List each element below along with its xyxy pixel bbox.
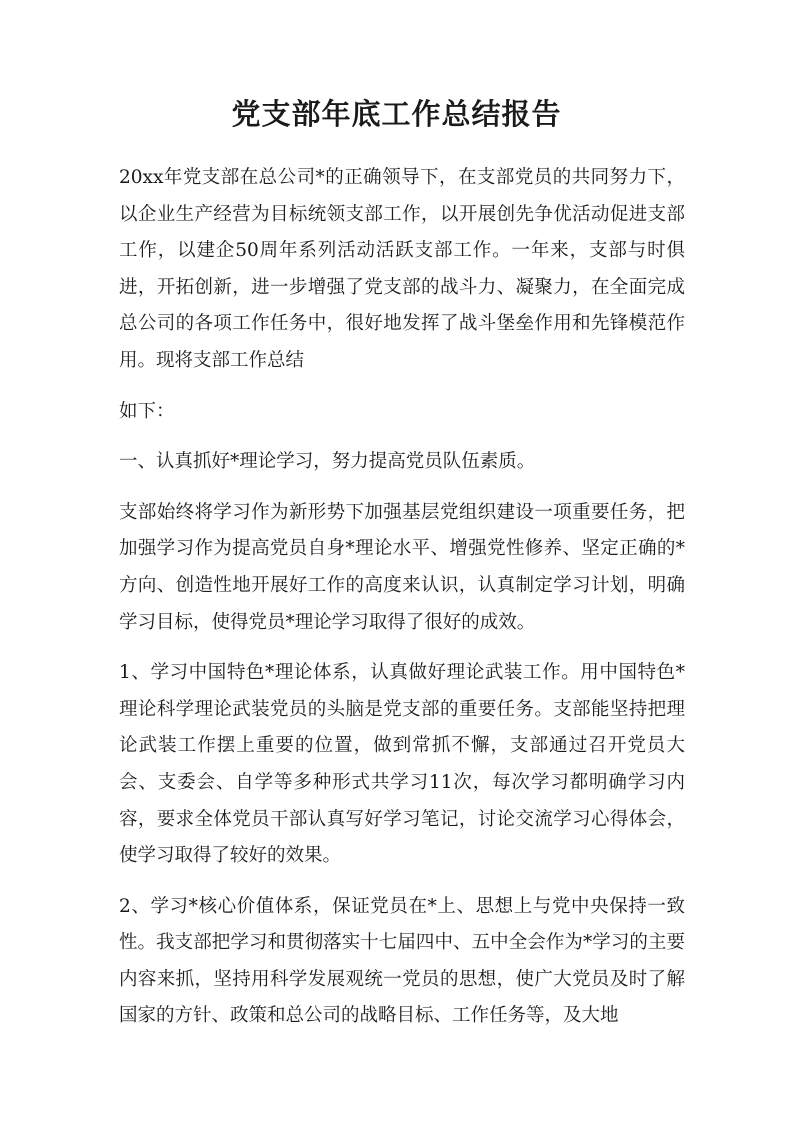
paragraph-as-follows: 如下： [119,400,175,422]
paragraph-item-1: 1、学习中国特色*理论体系，认真做好理论武装工作。用中国特色*理论科学理论武装党员的头脑是党支部的重要任务。支部能坚持把理论武装工作摆上重要的位置，做到常抓不懈，支部通过召开党员大会、支委会、自学等多种形式共学习11次，每次学习都明确学习内容，要求全体党员干部认真写好学习笔记，讨论交流学习心得体会，使学习取得了较好的效果。 [119,662,685,867]
section-heading-1: 一、认真抓好*理论学习，努力提高党员队伍素质。 [119,451,536,473]
paragraph-item-2: 2、学习*核心价值体系，保证党员在*上、思想上与党中央保持一致性。我支部把学习和贯彻落实十七届四中、五中全会作为*学习的主要内容来抓，坚持用科学发展观统一党员的思想，使广大党员及时了解国家的方针、政策和总公司的战略目标、工作任务等，及大地 [119,895,685,1027]
paragraph-study: 支部始终将学习作为新形势下加强基层党组织建设一项重要任务，把加强学习作为提高党员自身*理论水平、增强党性修养、坚定正确的*方向、创造性地开展好工作的高度来认识，认真制定学习计划，明确学习目标，使得党员*理论学习取得了很好的成效。 [119,501,685,633]
paragraph-intro: 20xx年党支部在总公司*的正确领导下，在支部党员的共同努力下，以企业生产经营为目标统领支部工作，以开展创先争优活动促进支部工作，以建企50周年系列活动活跃支部工作。一年来，支部与时俱进，开拓创新，进一步增强了党支部的战斗力、凝聚力，在全面完成总公司的各项工作任务中，很好地发挥了战斗堡垒作用和先锋模范作用。现将支部工作总结 [119,167,685,371]
document-title: 党支部年底工作总结报告 [231,97,562,131]
document-body [119,160,685,1049]
